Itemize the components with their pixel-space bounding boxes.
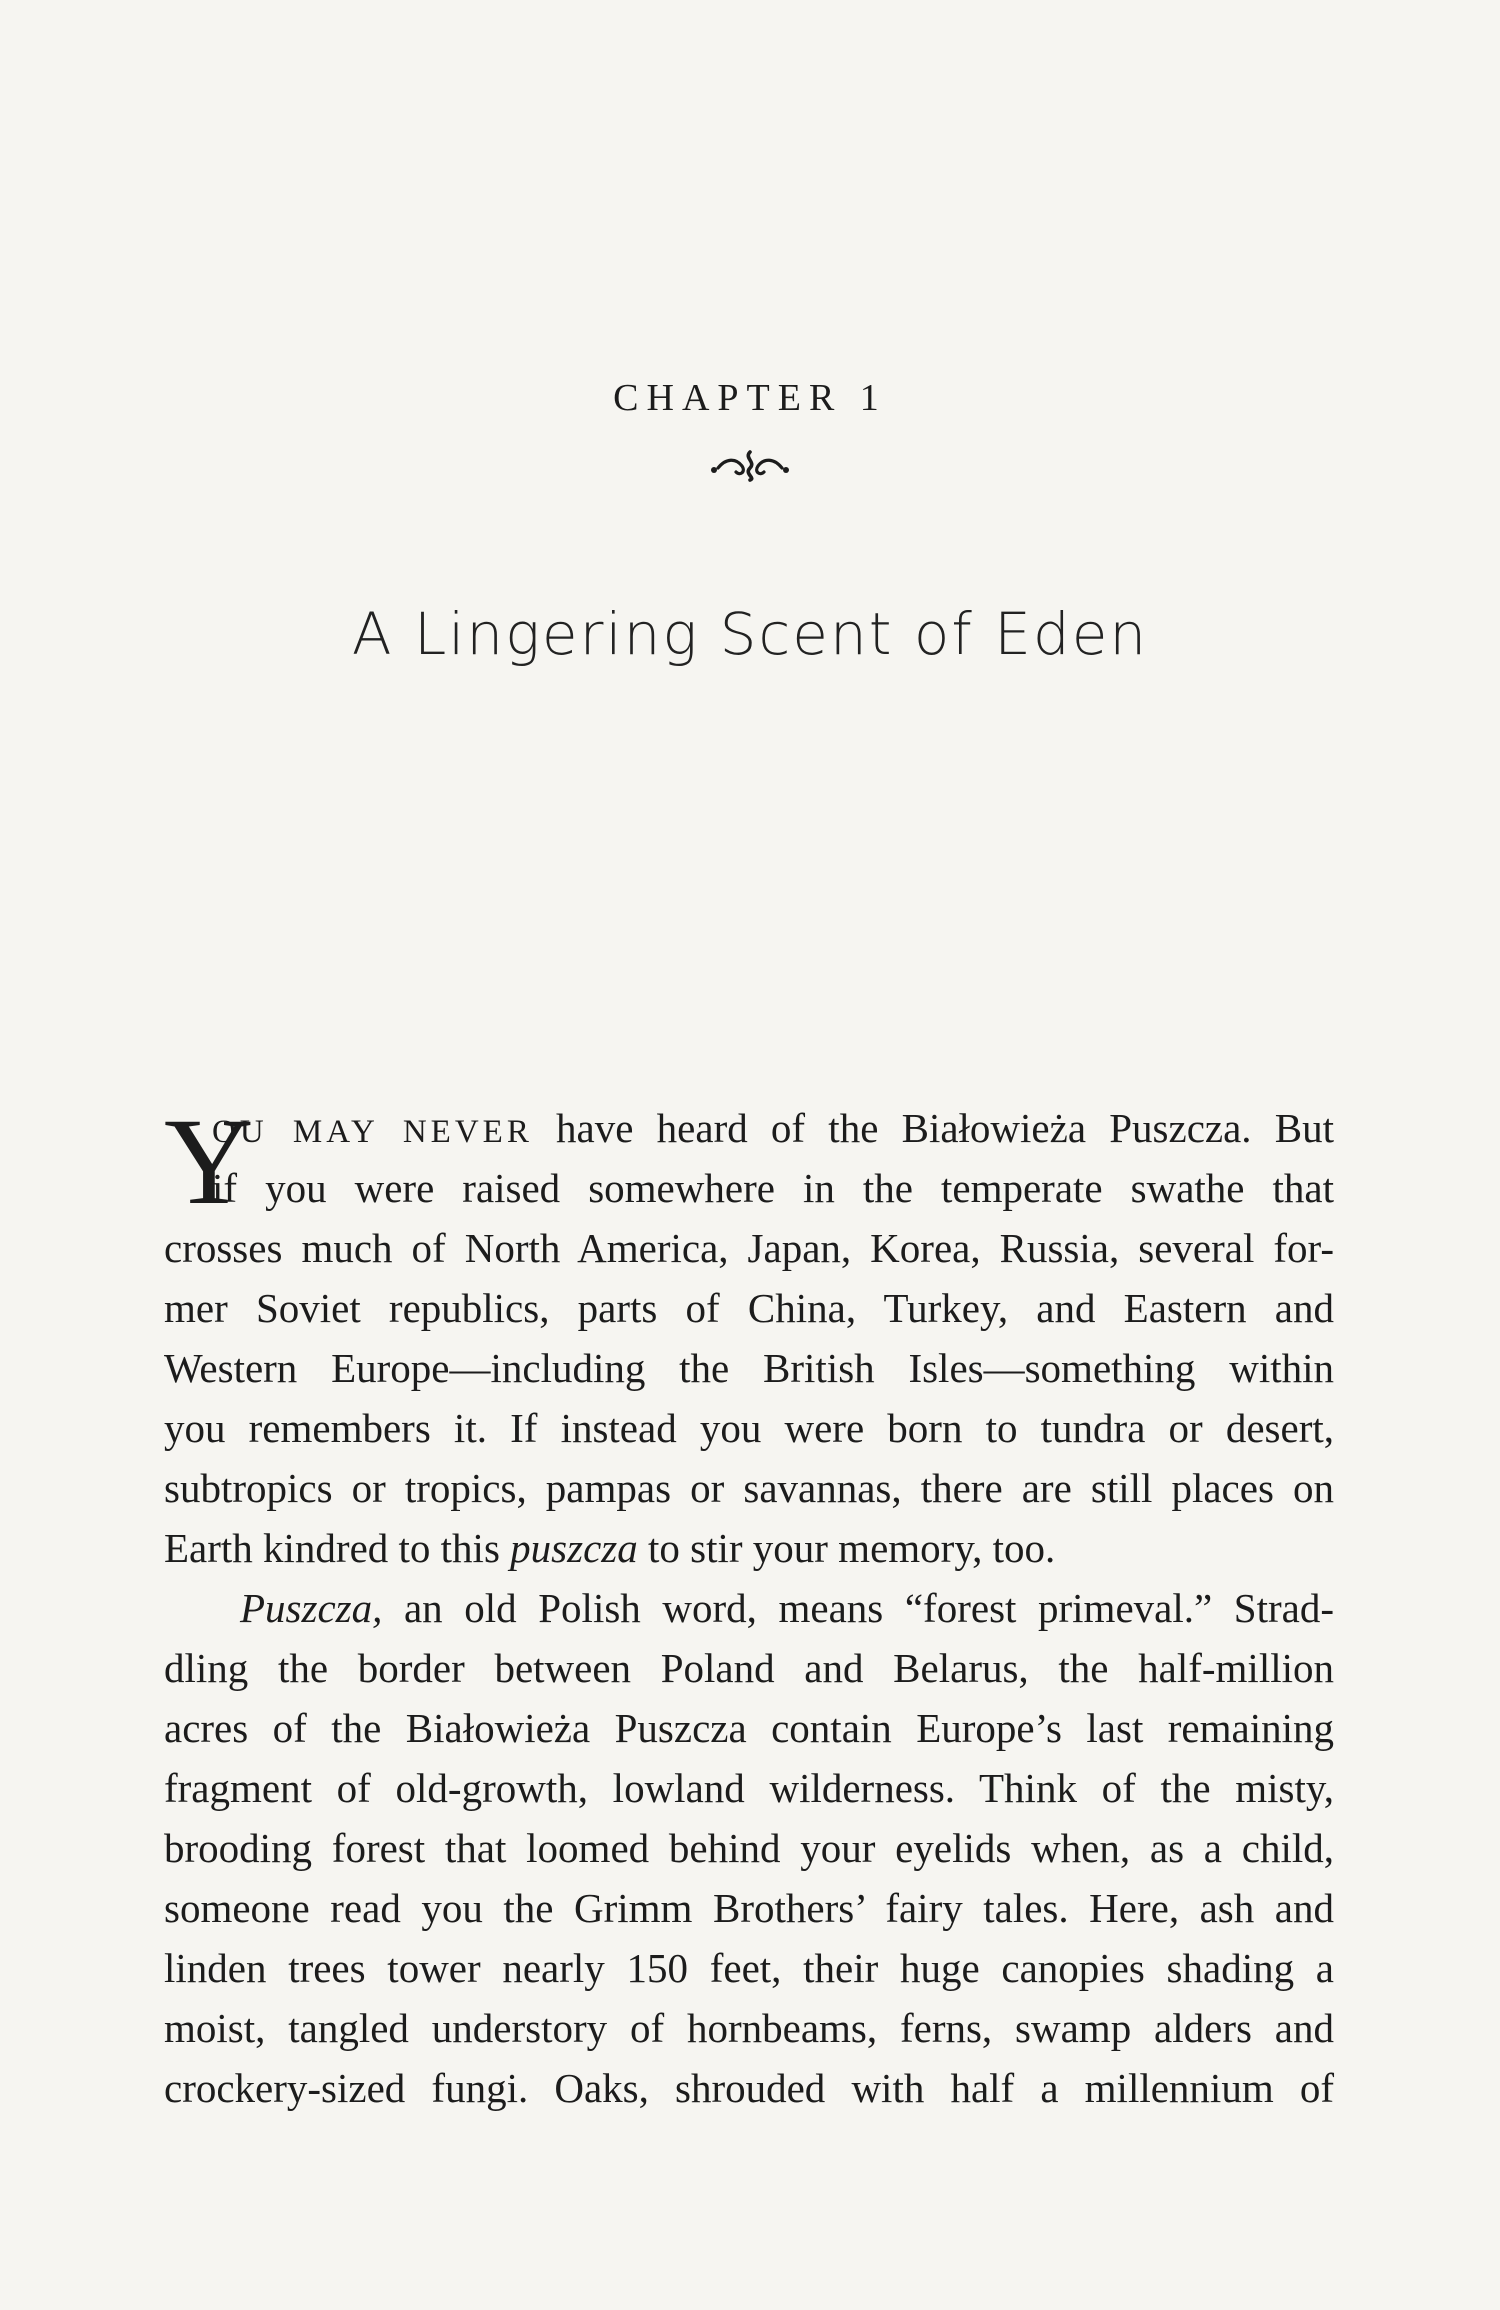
- text-line: someone read you the Grimm Brothers’ fairy tales. Here, ash and: [164, 1885, 1334, 1931]
- text-line: brooding forest that loomed behind your eyelids when, as a child,: [164, 1825, 1334, 1871]
- text-span: have heard of the Białowieża Puszcza. But: [532, 1105, 1334, 1151]
- drop-cap: Y: [164, 1093, 254, 1230]
- text-line: if you were raised somewhere in the temperate swathe that: [212, 1165, 1334, 1211]
- italic-word: puszcza: [510, 1525, 638, 1571]
- text-span: to stir your memory, too.: [637, 1525, 1056, 1571]
- text-line: fragment of old-growth, lowland wilderness. Think of the misty,: [164, 1765, 1334, 1811]
- text-line: [164, 1518, 1334, 1578]
- text-line: [164, 1098, 1334, 1158]
- text-span: Earth kindred to this: [164, 1525, 511, 1571]
- text-line: crosses much of North America, Japan, Korea, Russia, several for-: [164, 1225, 1334, 1271]
- italic-word: Puszcza,: [240, 1585, 383, 1631]
- body-text: [164, 1093, 1334, 2118]
- chapter-title: A Lingering Scent of Eden: [351, 600, 1149, 668]
- text-line: you remembers it. If instead you were born to tundra or desert,: [164, 1405, 1334, 1451]
- text-line: dling the border between Poland and Belarus, the half-million: [164, 1645, 1334, 1691]
- text-span: an old Polish word, means “forest primeval.” Strad-: [382, 1585, 1334, 1631]
- text-line: moist, tangled understory of hornbeams, ferns, swamp alders and: [164, 2005, 1334, 2051]
- text-line: mer Soviet republics, parts of China, Turkey, and Eastern and: [164, 1285, 1334, 1331]
- chapter-label: CHAPTER 1: [613, 377, 887, 419]
- text-line: crockery-sized fungi. Oaks, shrouded with half a millennium of: [164, 2065, 1334, 2111]
- fleuron-ornament-icon: [700, 446, 800, 482]
- text-line: Western Europe—including the British Isles—something within: [164, 1345, 1334, 1391]
- text-line: [164, 1578, 1334, 1638]
- text-line: linden trees tower nearly 150 feet, their huge canopies shading a: [164, 1945, 1334, 1991]
- text-line: acres of the Białowieża Puszcza contain Europe’s last remaining: [164, 1705, 1334, 1751]
- text-line: subtropics or tropics, pampas or savannas, there are still places on: [164, 1465, 1334, 1511]
- opening-small-caps: OU MAY NEVER: [212, 1114, 533, 1150]
